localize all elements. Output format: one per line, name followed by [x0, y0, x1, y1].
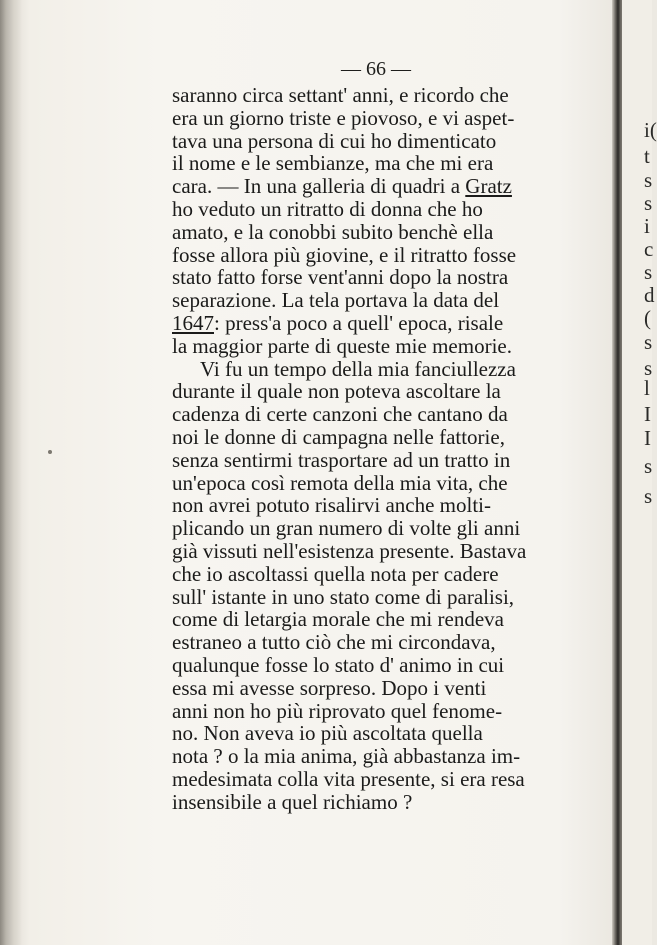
next-page-letter: s — [644, 168, 653, 192]
text-line-26: qualunque fosse lo stato d' animo in cui — [172, 652, 505, 677]
next-page-letter: s — [644, 191, 653, 215]
next-page-letter: i( — [644, 118, 657, 142]
next-page-letter: s — [644, 330, 653, 354]
text-line-32: insensibile a quel richiamo ? — [172, 789, 413, 814]
next-page-letter: d — [644, 283, 655, 307]
underlined-place-gratz: Gratz — [465, 174, 512, 199]
text-line-20: plicando un gran numero di volte gli anni — [172, 516, 521, 541]
text-line-17: senza sentirmi trasportare ad un tratto in — [172, 447, 511, 472]
text-line-18: un'epoca così remota della mia vita, che — [172, 470, 508, 495]
text-line-15: cadenza di certe canzoni che cantano da — [172, 402, 508, 427]
next-page-letter: I — [644, 426, 651, 450]
text-line-28: anni non ho più riprovato quel fenome- — [172, 698, 503, 723]
next-page-letter: s — [644, 484, 653, 508]
next-page-letter: s — [644, 454, 653, 478]
text-line-16: noi le donne di campagna nelle fattorie, — [172, 424, 505, 449]
text-line-5 — [172, 175, 600, 198]
next-page-letter: l — [644, 376, 650, 400]
next-page-letter: ( — [644, 306, 651, 330]
text-line-13: Vi fu un tempo della mia fanciullezza — [200, 356, 516, 381]
text-line-31: medesimata colla vita presente, si era resa — [172, 766, 525, 791]
next-page-letter: s — [644, 260, 653, 284]
text-line-25: estraneo a tutto ciò che mi circondava, — [172, 630, 496, 655]
text-line-2: era un giorno triste e piovoso, e vi aspet- — [172, 105, 515, 130]
next-page-letter: t — [644, 144, 650, 168]
next-page-letter: i — [644, 214, 650, 238]
text-line-30: nota ? o la mia anima, già abbastanza im- — [172, 744, 521, 769]
text-line-23: sull' istante in uno stato come di paralisi, — [172, 584, 515, 609]
next-page-letter: c — [644, 237, 654, 261]
text-line-6: ho veduto un ritratto di donna che ho — [172, 196, 483, 221]
page-binding-shadow — [0, 0, 22, 945]
text-line-22: che io ascoltassi quella nota per cadere — [172, 561, 499, 586]
text-line-29: no. Non aveva io più ascoltata quella — [172, 721, 483, 746]
next-page-edge — [622, 0, 657, 945]
text-line-9: stato fatto forse vent'anni dopo la nostra — [172, 265, 509, 290]
text-line-1: saranno circa settant' anni, e ricordo che — [172, 83, 509, 107]
text-line-4: il nome e le sembianze, ma che mi era — [172, 151, 494, 176]
text-line-11 — [172, 312, 600, 335]
paper-speck — [48, 450, 52, 454]
underlined-year-1647: 1647 — [172, 310, 214, 335]
text-line-19: non avrei potuto risalirvi anche molti- — [172, 493, 491, 518]
text-line-11-text: : press'a poco a quell' epoca, risale — [214, 310, 504, 335]
next-page-letter: I — [644, 402, 651, 426]
text-line-7: amato, e la conobbi subito benchè ella — [172, 219, 494, 244]
text-line-21: già vissuti nell'esistenza presente. Bastava — [172, 538, 527, 563]
text-line-3: tava una persona di cui ho dimenticato — [172, 128, 497, 153]
text-line-8: fosse allora più giovine, e il ritratto fosse — [172, 242, 517, 267]
book-gutter — [612, 0, 622, 945]
text-line-12: la maggior parte di queste mie memorie. — [172, 333, 512, 358]
text-line-24: come di letargia morale che mi rendeva — [172, 607, 504, 632]
text-line-10: separazione. La tela portava la data del — [172, 288, 500, 313]
text-line-27: essa mi avesse sorpreso. Dopo i venti — [172, 675, 487, 700]
text-line-14: durante il quale non poteva ascoltare la — [172, 379, 501, 404]
body-text — [172, 84, 600, 814]
next-page-letter: s — [644, 356, 653, 380]
text-line-5-text: cara. — In una galleria di quadri a — [172, 174, 466, 199]
page-number: — 66 — — [341, 58, 411, 80]
